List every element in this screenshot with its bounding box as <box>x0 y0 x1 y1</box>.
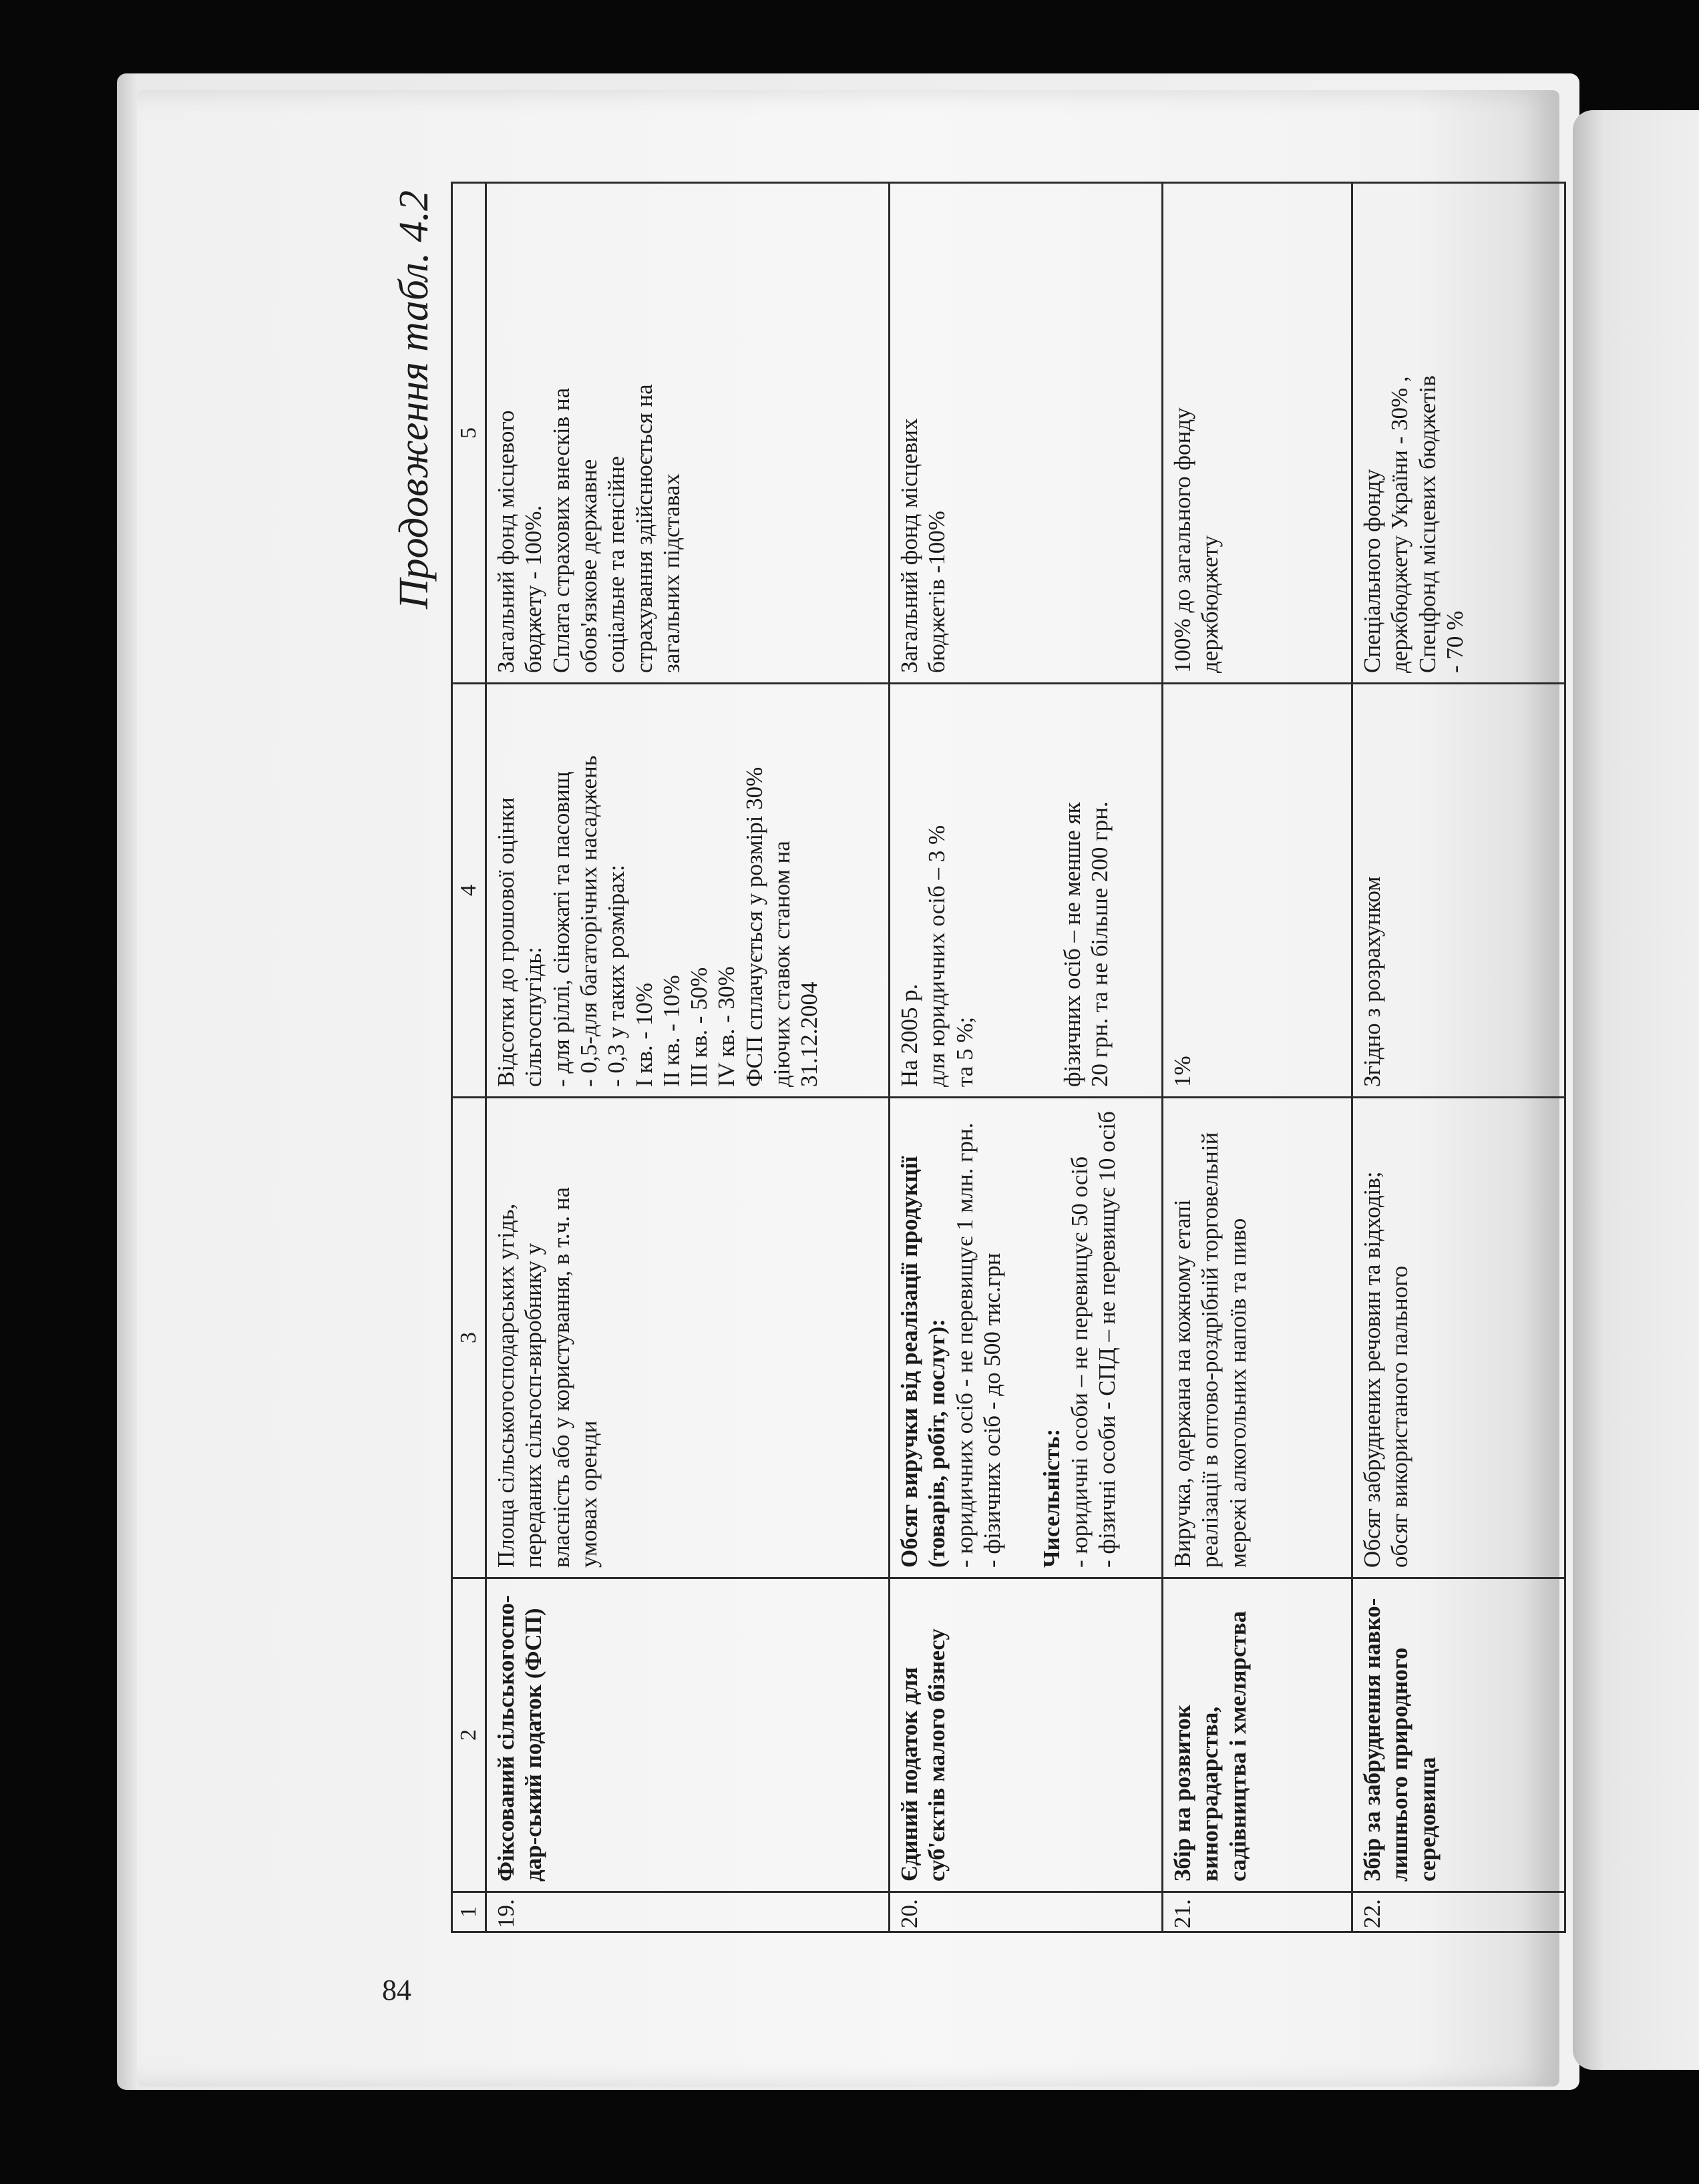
row-number: 20. <box>890 1892 1163 1932</box>
tax-rate-line: діючих ставок станом на <box>769 841 795 1087</box>
rotated-table-block <box>377 184 1553 1933</box>
tax-base-line: - фізичних осіб - до 500 тис.грн <box>979 1253 1005 1568</box>
tax-base-line: реалізації в оптово-роздрібній торговельній <box>1197 1132 1223 1568</box>
tax-destination-line: Сплата страхових внесків на <box>548 387 574 673</box>
tax-base <box>1352 1098 1565 1578</box>
tax-destination <box>1163 183 1352 684</box>
tax-name: Фіксований сільськогосподар-ський податок (ФСП) <box>486 1578 890 1892</box>
header-col-3: 3 <box>452 1098 486 1578</box>
tax-destination-line: Спецфонд місцевих бюджетів <box>1414 375 1441 673</box>
table-row <box>1163 183 1352 1932</box>
tax-destination-line: бюджетів -100% <box>924 511 950 673</box>
tax-rate-line: - для ріллі, сіножаті та пасовищ <box>548 771 574 1087</box>
tax-base-line: умовах оренди <box>576 1420 602 1568</box>
tax-base-line: - юридичних осіб - не перевищує 1 млн. грн. <box>951 1122 978 1568</box>
tax-destination-line: обов'язкове державне <box>576 459 602 673</box>
tax-base-line: власність або у користування, в т.ч. на <box>548 1187 574 1568</box>
header-col-5: 5 <box>452 183 486 684</box>
table-row <box>486 183 890 1932</box>
tax-rate-line: На 2005 р. <box>896 984 923 1087</box>
tax-base <box>1163 1098 1352 1578</box>
tax-rate-line: III кв. - 50% <box>686 967 713 1087</box>
tax-destination-line: Спеціального фонду <box>1359 469 1386 673</box>
row-number: 21. <box>1163 1892 1352 1932</box>
tax-rate-line: та 5 %; <box>951 1016 978 1087</box>
tax-destination-line: держбюджету <box>1197 535 1223 673</box>
tax-rate <box>890 684 1163 1098</box>
tax-rate-line: - 0,3 у таких розмірах: <box>603 865 630 1087</box>
tax-destination-line: страхування здійснюється на <box>630 384 657 673</box>
row-number: 22. <box>1352 1892 1565 1932</box>
tax-base-line: - фізичні особи - СПД – не перевищує 10 осіб <box>1093 1111 1120 1568</box>
tax-base-heading: Чисельність: <box>1039 1428 1065 1568</box>
tax-table <box>451 182 1566 1933</box>
tax-rate <box>486 684 890 1098</box>
tax-name: Збір за забруднення навко-лишнього природного середовища <box>1352 1578 1565 1892</box>
tax-rate-line: ФСП сплачується у розмірі 30% <box>741 767 767 1087</box>
tax-destination <box>486 183 890 684</box>
tax-destination <box>890 183 1163 684</box>
tax-rate-line: 31.12.2004 <box>796 981 823 1087</box>
table-header-row <box>452 183 486 1932</box>
header-col-1: 1 <box>452 1892 486 1932</box>
tax-rate-line: 1% <box>1169 1056 1196 1087</box>
tax-rate-line: 20 грн. та не більше 200 грн. <box>1087 801 1113 1087</box>
tax-base-line: обсяг використаного пального <box>1386 1265 1413 1568</box>
tax-rate-line: - 0,5-для багаторічних насаджень <box>576 755 602 1087</box>
tax-base <box>890 1098 1163 1578</box>
tax-rate-line: IV кв. - 30% <box>713 966 740 1087</box>
tax-base-heading: Обсяг виручки від реалізації продукції <box>896 1156 923 1568</box>
tax-destination-line: бюджету - 100%. <box>520 505 547 673</box>
tax-rate-line: Відсотки до грошової оцінки <box>493 797 520 1087</box>
tax-rate-line: II кв. - 10% <box>658 975 685 1087</box>
tax-base <box>486 1098 890 1578</box>
tax-destination-line: Загальний фонд місцевого <box>493 410 520 673</box>
row-number: 19. <box>486 1892 890 1932</box>
tax-destination-line: соціальне та пенсійне <box>603 455 630 673</box>
tax-rate <box>1163 684 1352 1098</box>
tax-rate-line: Згідно з розрахунком <box>1359 876 1386 1087</box>
header-col-2: 2 <box>452 1578 486 1892</box>
tax-destination-line: - 70 % <box>1442 610 1468 673</box>
header-col-4: 4 <box>452 684 486 1098</box>
tax-base-line: Обсяг забруднених речовин та відходів; <box>1359 1171 1386 1568</box>
tax-rate <box>1352 684 1565 1098</box>
table-caption: Продовження табл. 4.2 <box>391 190 437 610</box>
tax-destination <box>1352 183 1565 684</box>
tax-base-line: Площа сільськогосподарських угідь, <box>493 1203 520 1568</box>
tax-base-line: Виручка, одержана на кожному етапі <box>1169 1199 1196 1568</box>
tax-rate-line: для юридичних осіб – 3 % <box>924 825 950 1087</box>
tax-base-line: мережі алкогольних напоїв та пиво <box>1224 1218 1251 1568</box>
tax-base-line: переданих сільгосп-виробнику у <box>520 1243 547 1568</box>
tax-base-line: - юридичні особи – не перевищує 50 осіб <box>1066 1156 1093 1568</box>
tax-destination-line: 100% до загального фонду <box>1169 407 1196 673</box>
page-number: 84 <box>382 1974 411 2006</box>
tax-destination-line: Загальний фонд місцевих <box>896 418 923 673</box>
facing-page-edge <box>1573 110 1699 2070</box>
tax-name: Єдиний податок для суб'єктів малого бізнесу <box>890 1578 1163 1892</box>
tax-name: Збір на розвиток виноградарства, садівництва і хмелярства <box>1163 1578 1352 1892</box>
table-row <box>890 183 1163 1932</box>
tax-rate-line: сільгоспугідь: <box>520 947 547 1087</box>
table-row <box>1352 183 1565 1932</box>
tax-destination-line: держбюджету України - 30% , <box>1386 376 1413 673</box>
tax-rate-line: I кв. - 10% <box>630 983 657 1087</box>
tax-rate-line: фізичних осіб – не менше як <box>1059 802 1085 1087</box>
tax-base-heading: (товарів, робіт, послуг): <box>924 1319 950 1568</box>
tax-destination-line: загальних підставах <box>658 473 685 673</box>
